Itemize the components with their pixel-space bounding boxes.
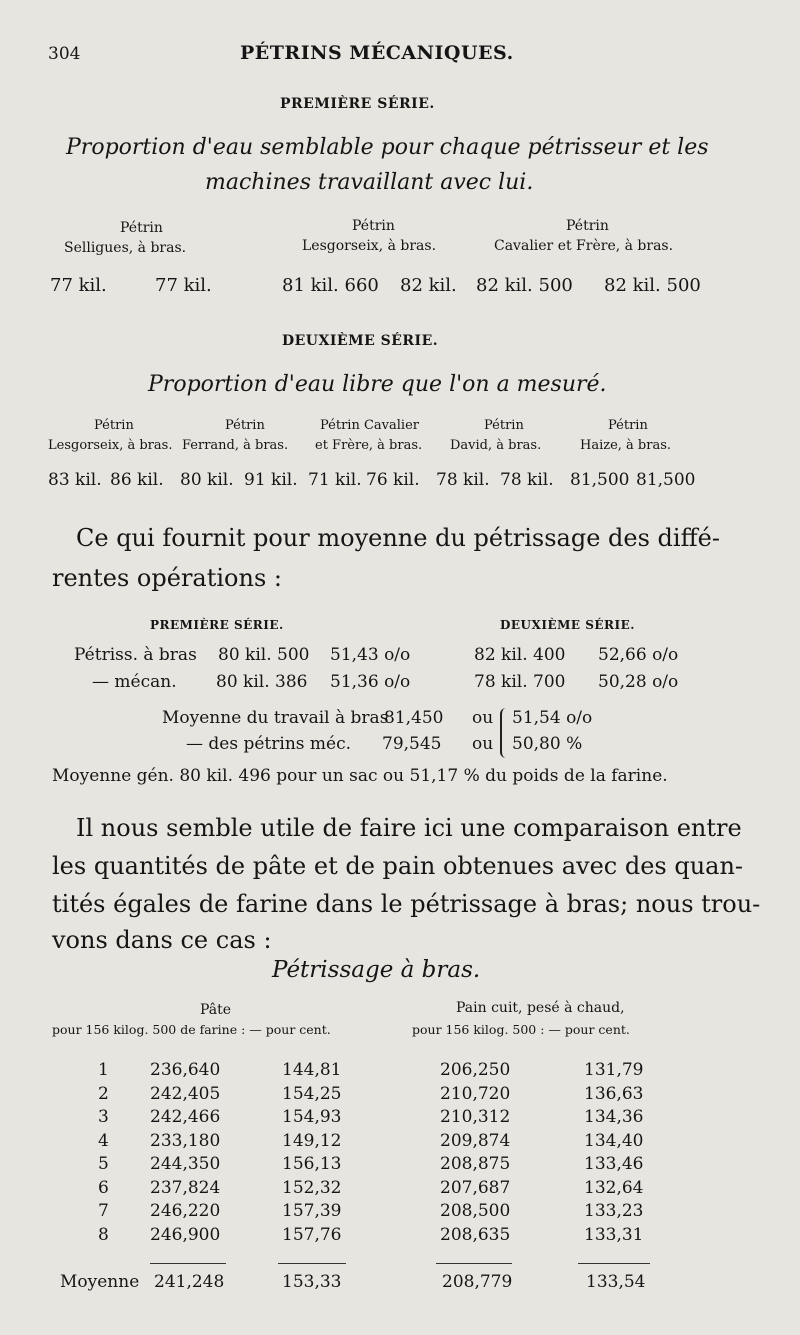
s2-value: 83 kil.: [48, 470, 102, 490]
moyenne-bras-label: Moyenne du travail à bras: [162, 708, 389, 728]
table-sub-pate: pour 156 kilog. 500 de farine : — pour cent.: [52, 1022, 331, 1037]
table-body: [0, 1060, 800, 1250]
table-cell-n: 7: [98, 1201, 109, 1221]
compare-line-4: vons dans ce cas :: [52, 926, 272, 954]
table-cell-pct1: 156,13: [282, 1154, 342, 1174]
s1-value: 82 kil.: [400, 275, 457, 296]
moyenne-paragraph-2: rentes opérations :: [52, 564, 282, 592]
s2-col-l1: Pétrin: [484, 418, 524, 433]
table-cell-pct1: 144,81: [282, 1060, 342, 1080]
total-pate: 241,248: [154, 1272, 225, 1292]
table-head-pate: Pâte: [200, 1002, 232, 1018]
compare-line-3: tités égales de farine dans le pétrissage à bras; nous trou-: [52, 890, 761, 918]
page-number: 304: [48, 44, 81, 64]
s2-col-l2: Lesgorseix, à bras.: [48, 438, 173, 453]
s1-col1-l2: Selligues, à bras.: [64, 240, 187, 256]
table-cell-pct2: 133,46: [584, 1154, 644, 1174]
table-cell-pct2: 134,40: [584, 1130, 644, 1151]
table-cell-pct2: 134,36: [584, 1107, 644, 1127]
table-cell-pate: 236,640: [150, 1060, 221, 1080]
table-cell-pct1: 152,32: [282, 1177, 342, 1198]
moyenne-bras-v2: 51,54 o/o: [512, 708, 593, 728]
s1-value: 77 kil.: [50, 275, 107, 296]
s2-col-l1: Pétrin Cavalier: [320, 418, 419, 433]
s1-col3-l1: Pétrin: [566, 218, 609, 234]
summary-head-left: PREMIÈRE SÉRIE.: [150, 618, 284, 632]
total-label: Moyenne: [60, 1272, 140, 1292]
s2-col-l2: Haize, à bras.: [580, 438, 672, 453]
table-cell-n: 3: [98, 1107, 109, 1127]
summary-a: 80 kil. 386: [216, 672, 308, 692]
table-cell-pain: 208,500: [440, 1201, 511, 1221]
brace: [500, 708, 510, 758]
summary-d: 52,66 o/o: [598, 645, 679, 665]
table-cell-pct1: 149,12: [282, 1130, 342, 1151]
summary-b: 51,36 o/o: [330, 672, 411, 692]
s2-value: 71 kil.: [308, 470, 362, 490]
table-sub-pain: pour 156 kilog. 500 : — pour cent.: [412, 1022, 630, 1037]
s1-value: 82 kil. 500: [476, 275, 573, 296]
summary-d: 50,28 o/o: [598, 672, 679, 692]
summary-label: Pétriss. à bras: [74, 645, 197, 665]
s1-col3-l2: Cavalier et Frère, à bras.: [494, 238, 674, 254]
summary-label: — mécan.: [92, 672, 177, 692]
s1-value: 77 kil.: [155, 275, 212, 296]
table-cell-n: 4: [98, 1130, 109, 1151]
table-cell-pain: 207,687: [440, 1177, 511, 1198]
s2-col-l1: Pétrin: [225, 418, 265, 433]
table-title: Pétrissage à bras.: [272, 957, 481, 983]
s1-value: 81 kil. 660: [282, 275, 379, 296]
s2-value: 91 kil.: [244, 470, 298, 490]
total-pct2: 133,54: [586, 1272, 646, 1292]
table-cell-pct2: 133,31: [584, 1224, 644, 1245]
table-cell-pct1: 154,25: [282, 1083, 342, 1104]
moyenne-mec-label: — des pétrins méc.: [186, 734, 351, 754]
moyenne-generale: Moyenne gén. 80 kil. 496 pour un sac ou 51,17 % du poids de la farine.: [52, 766, 668, 786]
s1-value: 82 kil. 500: [604, 275, 701, 296]
s1-col1-l1: Pétrin: [120, 220, 163, 236]
moyenne-bras-ou: ou: [472, 708, 494, 728]
s2-value: 76 kil.: [366, 470, 420, 490]
summary-head-right: DEUXIÈME SÉRIE.: [500, 618, 635, 632]
rule: [436, 1263, 512, 1264]
total-pct1: 153,33: [282, 1272, 342, 1292]
table-cell-pate: 246,220: [150, 1201, 221, 1221]
summary-b: 51,43 o/o: [330, 645, 411, 665]
rule: [278, 1263, 346, 1264]
s2-col-l1: Pétrin: [608, 418, 648, 433]
table-cell-n: 8: [98, 1224, 109, 1245]
table-cell-pate: 237,824: [150, 1177, 221, 1198]
serie1-subtitle-2: machines travaillant avec lui.: [205, 170, 534, 195]
s1-col2-l1: Pétrin: [352, 218, 395, 234]
s2-value: 80 kil.: [180, 470, 234, 490]
table-cell-pate: 242,466: [150, 1107, 221, 1127]
serie2-heading: DEUXIÈME SÉRIE.: [282, 333, 439, 349]
table-cell-pct1: 154,93: [282, 1107, 342, 1127]
table-cell-pain: 210,720: [440, 1083, 511, 1104]
s2-value: 78 kil.: [436, 470, 490, 490]
s2-col-l2: et Frère, à bras.: [315, 438, 423, 453]
s2-value: 86 kil.: [110, 470, 164, 490]
moyenne-mec-v1: 79,545: [382, 734, 442, 754]
table-cell-pct2: 132,64: [584, 1177, 644, 1198]
table-cell-pain: 208,875: [440, 1154, 511, 1174]
compare-line-2: les quantités de pâte et de pain obtenues avec des quan-: [52, 852, 744, 880]
moyenne-mec-ou: ou: [472, 734, 494, 754]
s2-col-l1: Pétrin: [94, 418, 134, 433]
table-cell-pate: 246,900: [150, 1224, 221, 1245]
rule: [150, 1263, 226, 1264]
table-cell-pct1: 157,76: [282, 1224, 342, 1245]
table-cell-pct2: 133,23: [584, 1201, 644, 1221]
s2-col-l2: Ferrand, à bras.: [182, 438, 289, 453]
table-cell-pain: 206,250: [440, 1060, 511, 1080]
table-cell-pain: 209,874: [440, 1130, 511, 1151]
table-cell-pain: 210,312: [440, 1107, 511, 1127]
table-cell-pate: 233,180: [150, 1130, 221, 1151]
table-cell-n: 5: [98, 1154, 109, 1174]
s2-value: 78 kil.: [500, 470, 554, 490]
summary-c: 82 kil. 400: [474, 645, 566, 665]
table-cell-pct1: 157,39: [282, 1201, 342, 1221]
moyenne-bras-v1: 81,450: [384, 708, 444, 728]
s2-value: 81,500: [570, 470, 630, 490]
summary-a: 80 kil. 500: [218, 645, 310, 665]
running-title: PÉTRINS MÉCANIQUES.: [240, 42, 514, 64]
moyenne-paragraph-1: Ce qui fournit pour moyenne du pétrissage des diffé-: [76, 524, 720, 552]
serie2-subtitle: Proportion d'eau libre que l'on a mesuré.: [148, 372, 607, 397]
rule: [578, 1263, 650, 1264]
serie1-subtitle-1: Proportion d'eau semblable pour chaque pétrisseur et les: [66, 135, 709, 160]
compare-line-1: Il nous semble utile de faire ici une comparaison entre: [76, 814, 742, 842]
s2-col-l2: David, à bras.: [450, 438, 542, 453]
table-cell-n: 6: [98, 1177, 109, 1198]
table-cell-pct2: 136,63: [584, 1083, 644, 1104]
serie1-heading: PREMIÈRE SÉRIE.: [280, 96, 435, 112]
s1-col2-l2: Lesgorseix, à bras.: [302, 238, 437, 254]
total-pain: 208,779: [442, 1272, 513, 1292]
summary-c: 78 kil. 700: [474, 672, 566, 692]
table-head-pain: Pain cuit, pesé à chaud,: [456, 1000, 625, 1016]
table-cell-n: 2: [98, 1083, 109, 1104]
table-cell-pate: 242,405: [150, 1083, 221, 1104]
table-cell-pct2: 131,79: [584, 1060, 644, 1080]
table-cell-pate: 244,350: [150, 1154, 221, 1174]
table-cell-pain: 208,635: [440, 1224, 511, 1245]
table-cell-n: 1: [98, 1060, 109, 1080]
s2-value: 81,500: [636, 470, 696, 490]
moyenne-mec-v2: 50,80 %: [512, 734, 583, 754]
